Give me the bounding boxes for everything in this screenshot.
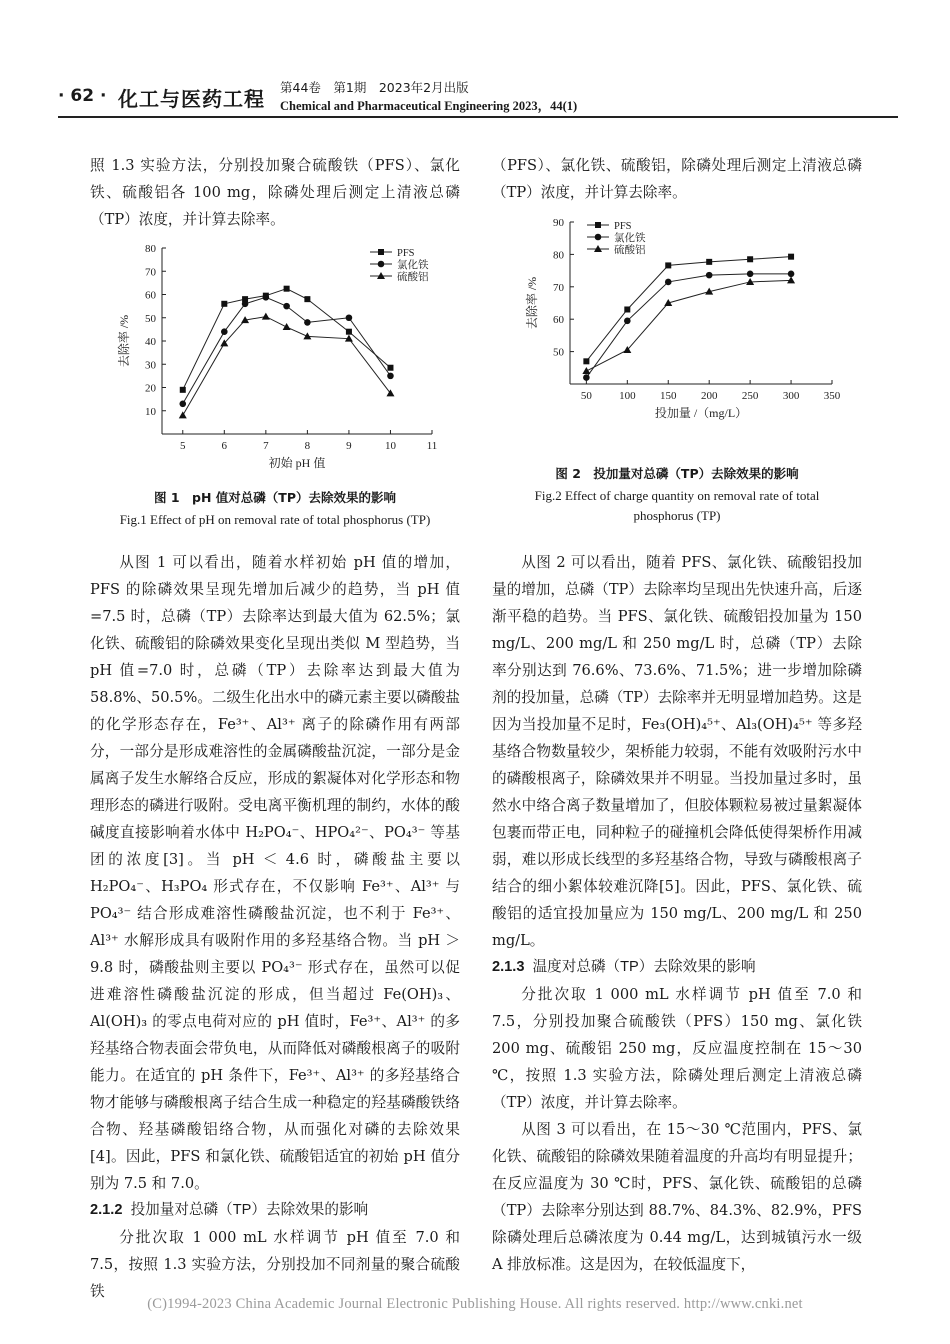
y-tick-label: 70 bbox=[553, 281, 564, 294]
left-body bbox=[90, 549, 460, 1305]
journal-title-en: Chemical and Pharmaceutical Engineering 2023，44(1) bbox=[280, 99, 578, 113]
legend-marker bbox=[595, 234, 602, 241]
y-tick-label: 30 bbox=[145, 359, 156, 372]
figure-2-caption-cn: 图 2 投加量对总磷（TP）去除效果的影响 bbox=[555, 466, 799, 481]
figure-2-caption-en-2: phosphorus (TP) bbox=[633, 508, 721, 523]
data-point bbox=[665, 279, 672, 286]
series-triangle bbox=[179, 313, 395, 419]
data-point bbox=[387, 365, 393, 371]
series-line bbox=[586, 274, 791, 378]
data-point bbox=[624, 306, 630, 312]
y-tick-label: 90 bbox=[553, 217, 564, 229]
legend-marker bbox=[378, 261, 385, 268]
y-axis-label: 去除率 /% bbox=[525, 276, 539, 330]
series-square bbox=[180, 286, 394, 393]
x-tick-label: 100 bbox=[619, 390, 636, 402]
series-line bbox=[183, 297, 391, 403]
data-point bbox=[346, 314, 353, 321]
x-tick-label: 10 bbox=[384, 440, 396, 452]
x-tick-label: 350 bbox=[823, 390, 841, 402]
y-tick-label: 70 bbox=[145, 266, 156, 279]
x-tick-label: 6 bbox=[221, 440, 228, 452]
section-heading-2-1-2 bbox=[90, 1197, 460, 1224]
right-body bbox=[492, 549, 862, 1278]
x-axis-label: 初始 pH 值 bbox=[268, 456, 326, 470]
data-point bbox=[303, 332, 311, 339]
section-heading-2-1-3 bbox=[492, 954, 862, 981]
x-tick-label: 200 bbox=[700, 390, 718, 402]
section-title: 投加量对总磷（TP）去除效果的影响 bbox=[130, 1202, 369, 1218]
series-line bbox=[586, 280, 791, 371]
section-title: 温度对总磷（TP）去除效果的影响 bbox=[532, 959, 756, 975]
data-point bbox=[788, 254, 794, 260]
x-tick-label: 8 bbox=[304, 440, 311, 452]
data-point bbox=[665, 262, 671, 268]
series-circle bbox=[179, 294, 393, 407]
paragraph: 从图 2 可以看出，随着 PFS、氯化铁、硫酸铝投加量的增加，总磷（TP）去除率均呈现出先快速升高，后逐渐平稳的趋势。当 PFS、氯化铁、硫酸铝投加量为 150 mg/L、200 mg/L 和 250 mg/L 时，总磷（TP）去除率分别达到 76.6%、73.6%、71.5%；进一步增加除磷剂的投加量，总磷（TP）去除率并无明显增加趋势。这是因为当投加量不足时，Fe₃(OH)₄⁵⁺、Al₃(OH)₄⁵⁺ 等多羟基络合物数量较少，架桥能力较弱，不能有效吸附污水中的磷酸根离子，除磷效果并不明显。当投加量过多时，虽然水中络合离子数量增加了，但胶体颗粒易被过量絮凝体包裹而带正电，同种粒子的碰撞机会降低使得架桥作用减弱，难以形成长线型的多羟基络合物，导致与磷酸根离子结合的细小絮体较难沉降[5]。因此，PFS、氯化铁、硫酸铝的适宜投加量应为 150 mg/L、200 mg/L 和 250 mg/L。 bbox=[492, 554, 862, 949]
paragraph: 分批次取 1 000 mL 水样调节 pH 值至 7.0 和 7.5，按照 1.3 实验方法，分别投加不同剂量的聚合硫酸铁 bbox=[90, 1229, 460, 1300]
header-rule bbox=[58, 116, 898, 118]
data-point bbox=[583, 358, 589, 364]
data-point bbox=[387, 373, 394, 380]
x-tick-label: 11 bbox=[426, 440, 438, 452]
paragraph: 分批次取 1 000 mL 水样调节 pH 值至 7.0 和 7.5，分别投加聚合硫酸铁（PFS）150 mg、氯化铁 200 mg、硫酸铝 250 mg，反应温度控制在 15～30 ℃，按照 1.3 实验方法，除磷处理后测定上清液总磷（TP）浓度，并计算去除率。 bbox=[492, 986, 862, 1111]
data-point bbox=[706, 259, 712, 265]
data-point bbox=[787, 276, 795, 283]
section-number: 2.1.2 bbox=[90, 1202, 123, 1218]
right-intro bbox=[492, 152, 862, 206]
data-point bbox=[304, 296, 310, 302]
y-axis-label: 去除率 /% bbox=[117, 314, 131, 368]
data-point bbox=[180, 387, 186, 393]
y-tick-label: 80 bbox=[553, 249, 564, 262]
data-point bbox=[747, 256, 753, 262]
data-point bbox=[263, 294, 270, 301]
data-point bbox=[747, 271, 754, 278]
page-number: · 62 · bbox=[58, 86, 107, 106]
paragraph: （PFS）、氯化铁、硫酸铝，除磷处理后测定上清液总磷（TP）浓度，并计算去除率。 bbox=[492, 157, 862, 201]
y-tick-label: 10 bbox=[145, 405, 156, 418]
section-number: 2.1.3 bbox=[492, 959, 525, 975]
chart-2 bbox=[492, 210, 862, 452]
figure-1-caption-en: Fig.1 Effect of pH on removal rate of total phosphorus (TP) bbox=[119, 512, 431, 527]
x-tick-label: 250 bbox=[741, 390, 759, 402]
series-line bbox=[183, 317, 391, 416]
legend-label: 硫酸铝 bbox=[397, 272, 429, 283]
figure-2 bbox=[492, 210, 862, 526]
series-square bbox=[583, 254, 794, 365]
data-point bbox=[284, 286, 290, 292]
page-header bbox=[58, 78, 898, 114]
paragraph: 从图 1 可以看出，随着水样初始 pH 值的增加，PFS 的除磷效果呈现先增加后减少的趋势，当 pH 值=7.5 时，总磷（TP）去除率达到最大值为 62.5%；氯化铁、硫酸铝的除磷效果变化呈现出类似 M 型趋势，当 pH 值=7.0 时，总磷（TP）去除率达到最大值为 58.8%、50.5%。二级生化出水中的磷元素主要以磷酸盐的化学形态存在，Fe³⁺、Al³⁺ 离子的除磷作用有两部分，一部分是形成难溶性的金属磷酸盐沉淀，一部分是金属离子发生水解络合反应，形成的絮凝体对化学形态和物理形态的磷进行吸附。受电离平衡机理的制约，水体的酸碱度直接影响着水体中 H₂PO₄⁻、HPO₄²⁻、PO₄³⁻ 等基团的浓度[3]。当 pH ＜ 4.6 时，磷酸盐主要以 H₂PO₄⁻、H₃PO₄ 形式存在，不仅影响 Fe³⁺、Al³⁺ 与 PO₄³⁻ 结合形成难溶性磷酸盐沉淀，也不利于 Fe³⁺、Al³⁺ 水解形成具有吸附作用的多羟基络合物。当 pH ＞ 9.8 时，磷酸盐则主要以 PO₄³⁻ 形式存在，虽然可以促进难溶性磷酸盐沉淀的形成，但当超过 Fe(OH)₃、Al(OH)₃ 的零点电荷对应的 pH 值时，Fe³⁺、Al³⁺ 的多羟基络合物表面会带负电，从而降低对磷酸根离子的吸附能力。在适宜的 pH 条件下，Fe³⁺、Al³⁺ 的多羟基络合物才能够与磷酸根离子结合生成一种稳定的羟基磷酸铁络合物、羟基磷酸铝络合物，从而强化对磷的去除效果[4]。因此，PFS 和氯化铁、硫酸铝适宜的初始 pH 值分别为 7.5 和 7.0。 bbox=[90, 554, 461, 1192]
legend-label: 氯化铁 bbox=[614, 233, 646, 244]
x-axis-label: 投加量 /（mg/L） bbox=[654, 406, 748, 420]
legend-label: PFS bbox=[614, 221, 632, 232]
data-point bbox=[242, 301, 249, 308]
chart-1 bbox=[90, 238, 460, 478]
issue-info: 第44卷 第1期 2023年2月出版 bbox=[280, 80, 469, 95]
data-point bbox=[624, 318, 631, 325]
y-tick-label: 40 bbox=[145, 336, 156, 348]
data-point bbox=[304, 319, 311, 326]
paragraph: 从图 3 可以看出，在 15～30 ℃范围内，PFS、氯化铁、硫酸铝的除磷效果随着温度的升高均有明显提升；在反应温度为 30 ℃时，PFS、氯化铁、硫酸铝的总磷（TP）去除率分别达到 88.7%、84.3%、82.9%，PFS 除磷处理后总磷浓度为 0.44 mg/L，达到城镇污水一级 A 排放标准。这是因为，在较低温度下， bbox=[492, 1121, 862, 1273]
copyright-footer: (C)1994-2023 China Academic Journal Electronic Publishing House. All rights reserved. http://www.cnki.net bbox=[147, 1296, 803, 1312]
y-tick-label: 50 bbox=[145, 312, 156, 325]
x-tick-label: 7 bbox=[263, 440, 269, 452]
x-tick-label: 5 bbox=[180, 440, 186, 452]
data-point bbox=[179, 411, 187, 418]
data-point bbox=[262, 313, 270, 320]
data-point bbox=[221, 328, 228, 335]
left-intro bbox=[90, 152, 460, 233]
data-point bbox=[179, 400, 186, 407]
legend-label: PFS bbox=[397, 248, 415, 259]
legend-marker bbox=[378, 249, 384, 255]
legend-label: 氯化铁 bbox=[397, 260, 429, 271]
figure-1-caption-cn: 图 1 pH 值对总磷（TP）去除效果的影响 bbox=[154, 490, 396, 505]
data-point bbox=[583, 374, 590, 381]
data-point bbox=[283, 323, 291, 330]
x-tick-label: 300 bbox=[782, 390, 800, 402]
y-tick-label: 50 bbox=[553, 346, 564, 359]
data-point bbox=[221, 301, 227, 307]
series-line bbox=[586, 257, 791, 362]
y-tick-label: 60 bbox=[553, 314, 564, 327]
data-point bbox=[788, 271, 795, 278]
x-tick-label: 50 bbox=[580, 390, 592, 402]
data-point bbox=[582, 367, 590, 374]
data-point bbox=[706, 272, 713, 279]
figure-1 bbox=[90, 238, 460, 530]
journal-title: 化工与医药工程 bbox=[118, 87, 265, 111]
figure-2-caption-en-1: Fig.2 Effect of charge quantity on removal rate of total bbox=[534, 488, 820, 503]
x-tick-label: 9 bbox=[346, 440, 352, 452]
data-point bbox=[346, 329, 352, 335]
y-tick-label: 60 bbox=[145, 289, 156, 302]
paragraph: 照 1.3 实验方法，分别投加聚合硫酸铁（PFS）、氯化铁、硫酸铝各 100 mg，除磷处理后测定上清液总磷（TP）浓度，并计算去除率。 bbox=[90, 157, 460, 228]
y-tick-label: 80 bbox=[145, 243, 156, 255]
legend-marker bbox=[595, 222, 601, 228]
y-tick-label: 20 bbox=[145, 382, 156, 395]
data-point bbox=[283, 303, 290, 310]
legend-label: 硫酸铝 bbox=[614, 245, 646, 256]
x-tick-label: 150 bbox=[660, 390, 677, 402]
